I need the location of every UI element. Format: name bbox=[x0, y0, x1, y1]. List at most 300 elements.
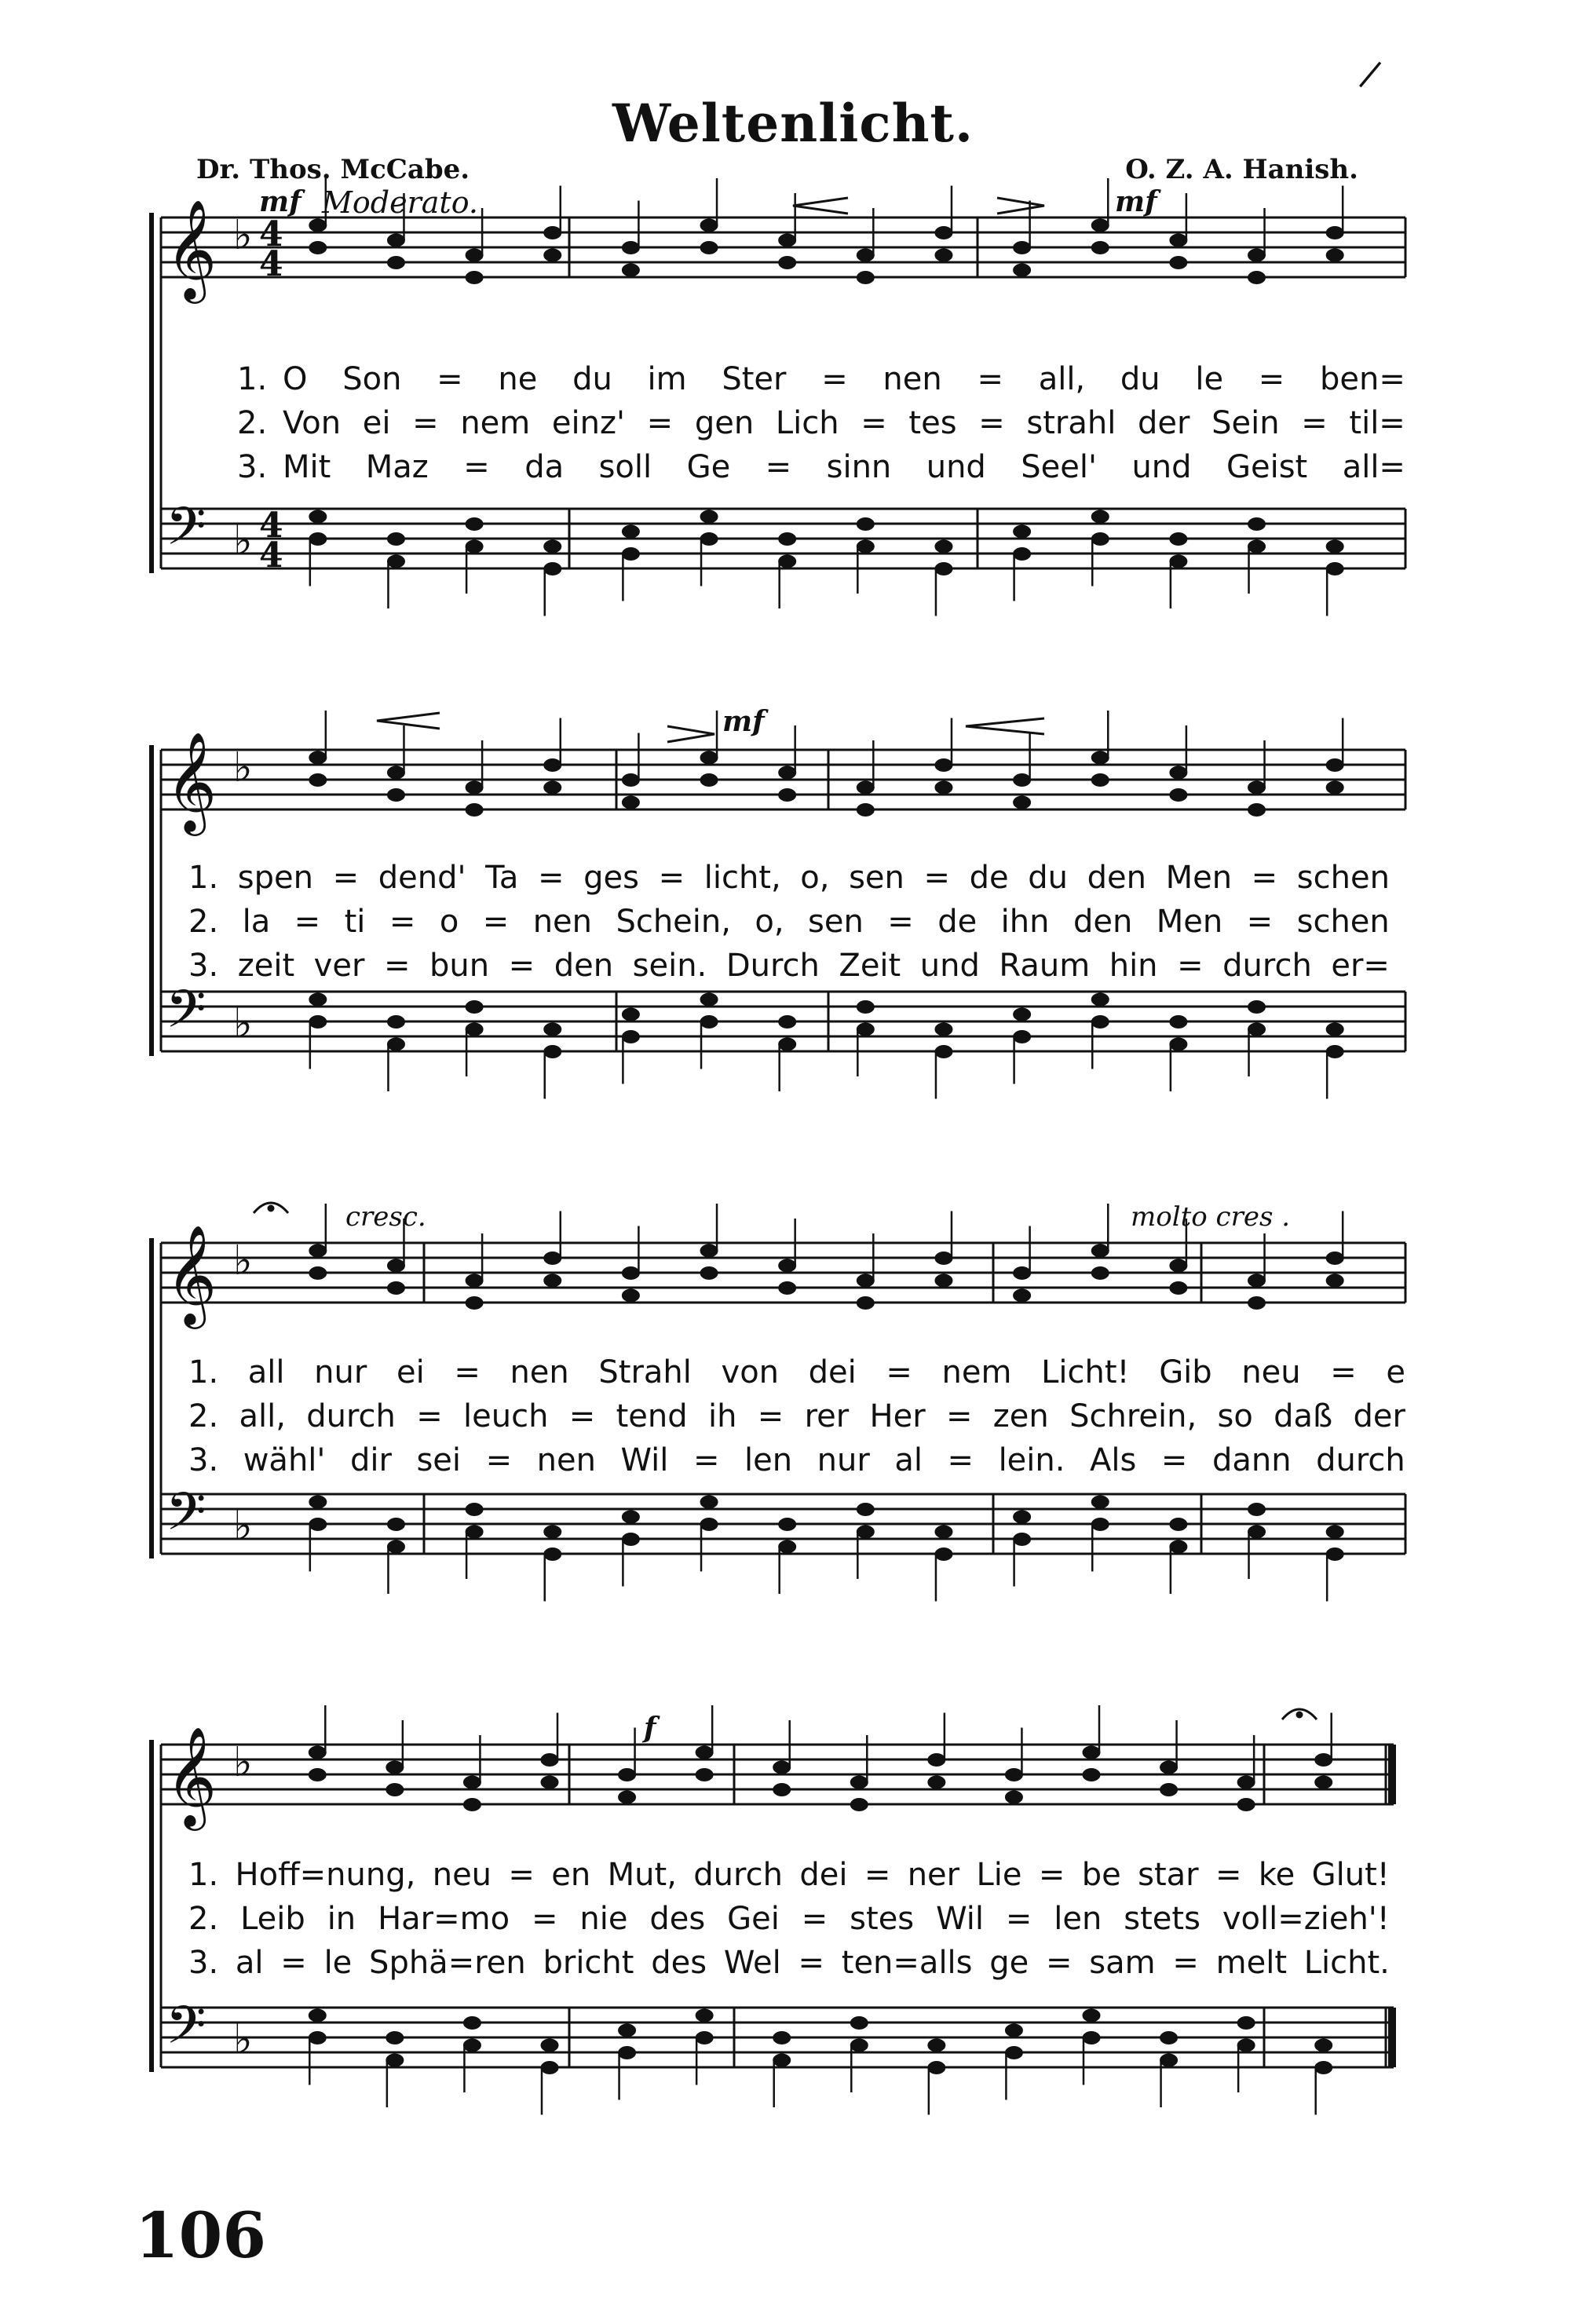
notehead bbox=[850, 1799, 868, 1811]
lyric-syllable: 1. bbox=[188, 1857, 219, 1893]
notehead bbox=[935, 1526, 952, 1538]
decrescendo-hairpin bbox=[667, 726, 714, 742]
notehead bbox=[857, 1526, 874, 1538]
lyric-syllable: Schrein, bbox=[1069, 1398, 1197, 1434]
notehead bbox=[544, 540, 561, 553]
notehead bbox=[622, 242, 639, 254]
time-signature: 4 bbox=[259, 214, 283, 254]
lyric-syllable: daß bbox=[1274, 1398, 1333, 1434]
notehead bbox=[1315, 1776, 1332, 1789]
lyric-syllable: = bbox=[416, 1398, 443, 1434]
lyric-syllable: ei bbox=[396, 1354, 425, 1390]
lyric-syllable: e bbox=[1386, 1354, 1405, 1390]
notehead bbox=[1005, 1791, 1022, 1803]
notehead bbox=[1014, 796, 1031, 809]
lyric-syllable: 2. bbox=[188, 1901, 219, 1937]
notehead bbox=[928, 2039, 945, 2052]
lyric-syllable: star bbox=[1138, 1857, 1199, 1893]
lyric-syllable: nen bbox=[883, 361, 942, 397]
notehead bbox=[1170, 1540, 1187, 1553]
lyric-syllable: neu bbox=[1241, 1354, 1301, 1390]
notehead bbox=[1170, 555, 1187, 568]
lyric-syllable: ner bbox=[907, 1857, 960, 1893]
notehead bbox=[386, 1761, 404, 1774]
notehead bbox=[700, 993, 718, 1006]
notehead bbox=[935, 540, 952, 553]
lyric-syllable: Mut, bbox=[607, 1857, 677, 1893]
lyric-syllable: = bbox=[482, 904, 510, 940]
notehead bbox=[1160, 2054, 1178, 2066]
notehead bbox=[1326, 227, 1343, 239]
notehead bbox=[928, 1776, 945, 1789]
dynamic-mf-system2: mf bbox=[722, 705, 765, 738]
lyric-syllable: = bbox=[1172, 1945, 1199, 1981]
notehead bbox=[1014, 774, 1031, 787]
notehead bbox=[1014, 1031, 1031, 1043]
notehead bbox=[1326, 1252, 1343, 1265]
notehead bbox=[1170, 1259, 1187, 1272]
lyric-syllable: ti bbox=[344, 904, 366, 940]
lyric-syllable: le bbox=[1195, 361, 1224, 397]
notehead bbox=[1248, 1504, 1266, 1516]
notehead bbox=[773, 1784, 791, 1796]
notehead bbox=[1083, 2032, 1100, 2044]
notehead bbox=[387, 789, 404, 802]
notehead bbox=[309, 242, 327, 254]
verse-number: 3. bbox=[237, 449, 268, 485]
lyric-line bbox=[188, 1897, 1390, 1941]
lyric-syllable: = bbox=[1330, 1354, 1357, 1390]
lyric-syllable: sein. bbox=[632, 948, 707, 984]
lyric-syllable: Geist bbox=[1226, 449, 1308, 485]
time-signature: 4 bbox=[259, 535, 283, 576]
lyric-syllable: stets bbox=[1124, 1901, 1200, 1937]
lyric-syllable: Ge bbox=[686, 449, 731, 485]
notehead bbox=[309, 2032, 326, 2044]
notehead bbox=[1005, 1769, 1022, 1781]
lyric-syllable: des bbox=[649, 1901, 706, 1937]
notehead bbox=[1326, 1023, 1343, 1036]
lyric-syllable: 1. bbox=[188, 860, 219, 896]
notehead bbox=[1014, 548, 1031, 561]
notehead bbox=[700, 1496, 718, 1508]
time-signature: 4 bbox=[259, 244, 283, 284]
notehead bbox=[544, 227, 561, 239]
lyric-syllable: nen bbox=[510, 1354, 569, 1390]
lyric-syllable: Ster bbox=[722, 361, 787, 397]
notehead bbox=[466, 540, 483, 553]
notehead bbox=[700, 751, 718, 764]
lyric-syllable: neu bbox=[432, 1857, 492, 1893]
fermata-dot bbox=[1296, 1712, 1303, 1718]
notehead bbox=[1326, 759, 1343, 772]
notehead bbox=[309, 2009, 326, 2022]
notehead bbox=[544, 1548, 561, 1561]
notehead bbox=[857, 1297, 874, 1310]
notehead bbox=[1326, 249, 1343, 261]
lyric-syllable: = bbox=[1177, 948, 1204, 984]
notehead bbox=[1083, 2009, 1100, 2022]
notehead bbox=[387, 766, 404, 779]
lyric-syllable: er= bbox=[1331, 948, 1390, 984]
lyric-syllable: lein. bbox=[998, 1442, 1065, 1478]
corner-mark: ❘ bbox=[1350, 50, 1394, 96]
lyric-syllable: da bbox=[524, 449, 565, 485]
lyric-syllable: Gib bbox=[1159, 1354, 1212, 1390]
lyric-syllable: ver bbox=[313, 948, 365, 984]
notehead bbox=[857, 804, 874, 817]
lyric-syllable: bricht bbox=[543, 1945, 634, 1981]
notehead bbox=[1160, 2032, 1178, 2044]
notehead bbox=[1248, 804, 1266, 817]
notehead bbox=[463, 1776, 481, 1789]
lyric-syllable: = bbox=[658, 860, 685, 896]
notehead bbox=[1014, 525, 1031, 538]
lyric-syllable: Von bbox=[283, 405, 342, 441]
lyric-syllable: = bbox=[531, 1901, 558, 1937]
composer-credit: O. Z. A. Hanish. bbox=[1125, 154, 1358, 185]
crescendo-hairpin bbox=[377, 713, 440, 729]
lyric-syllable: = bbox=[538, 860, 565, 896]
notehead bbox=[773, 2032, 791, 2044]
notehead bbox=[857, 540, 874, 553]
notehead bbox=[309, 1267, 327, 1280]
notehead bbox=[1326, 1548, 1343, 1561]
notehead bbox=[544, 1252, 561, 1265]
fermata-dot bbox=[268, 1205, 274, 1211]
lyric-syllable: = bbox=[412, 405, 439, 441]
lyricist-credit: Dr. Thos. McCabe. bbox=[196, 154, 470, 185]
flat-key-signature-icon: ♭ bbox=[233, 212, 253, 259]
lyric-syllable: = bbox=[332, 860, 360, 896]
notehead bbox=[935, 1548, 952, 1561]
lyric-syllable: ihn bbox=[1000, 904, 1050, 940]
notehead bbox=[466, 781, 483, 794]
verse-numbers-system-1 bbox=[237, 357, 267, 489]
notehead bbox=[935, 563, 952, 576]
lyric-syllable: so bbox=[1217, 1398, 1253, 1434]
notehead bbox=[387, 1540, 404, 1553]
lyric-syllable: = bbox=[280, 1945, 307, 1981]
notehead bbox=[700, 219, 718, 232]
lyric-syllable: gen bbox=[694, 405, 755, 441]
notehead bbox=[1248, 781, 1266, 794]
lyric-syllable: nem bbox=[941, 1354, 1012, 1390]
notehead bbox=[1005, 2047, 1022, 2059]
lyric-line bbox=[188, 1941, 1390, 1985]
time-signature: 4 bbox=[259, 506, 283, 546]
lyric-syllable: all= bbox=[1342, 449, 1405, 485]
notehead bbox=[619, 1791, 636, 1803]
notehead bbox=[935, 249, 952, 261]
notehead bbox=[1170, 257, 1187, 269]
notehead bbox=[1160, 1761, 1178, 1774]
lyric-syllable: Wil bbox=[936, 1901, 984, 1937]
lyric-syllable: von bbox=[721, 1354, 780, 1390]
lyric-syllable: en bbox=[551, 1857, 591, 1893]
notehead bbox=[696, 1769, 713, 1781]
notehead bbox=[463, 2017, 481, 2030]
notehead bbox=[700, 1267, 718, 1280]
lyric-syllable: Sein bbox=[1211, 405, 1280, 441]
notehead bbox=[622, 1289, 639, 1302]
lyric-line bbox=[188, 1438, 1405, 1482]
notehead bbox=[779, 555, 796, 568]
notehead bbox=[857, 1001, 874, 1014]
lyric-syllable: = bbox=[508, 1857, 535, 1893]
lyric-syllable: dend' bbox=[378, 860, 466, 896]
notehead bbox=[1315, 2039, 1332, 2052]
notehead bbox=[466, 1001, 483, 1014]
lyric-syllable: de bbox=[969, 860, 1009, 896]
notehead bbox=[779, 1518, 796, 1531]
notehead bbox=[1326, 540, 1343, 553]
lyric-syllable: = bbox=[454, 1354, 481, 1390]
notehead bbox=[309, 1496, 327, 1508]
lyric-syllable: hin bbox=[1109, 948, 1158, 984]
lyric-syllable: durch bbox=[306, 1398, 396, 1434]
lyric-syllable: spen bbox=[237, 860, 313, 896]
lyric-syllable: dei bbox=[799, 1857, 848, 1893]
dynamic-mf-start: mf bbox=[259, 185, 301, 218]
notehead bbox=[1315, 2062, 1332, 2074]
lyric-syllable: Seel' bbox=[1021, 449, 1097, 485]
treble-clef-icon: 𝄞 bbox=[166, 731, 217, 831]
final-barline bbox=[1388, 2008, 1396, 2067]
notehead bbox=[309, 1746, 326, 1759]
lyric-syllable: Sphä=ren bbox=[369, 1945, 526, 1981]
notehead bbox=[700, 242, 718, 254]
lyric-syllable: sinn bbox=[826, 449, 892, 485]
notehead bbox=[1248, 540, 1266, 553]
lyric-syllable: = bbox=[923, 860, 951, 896]
notehead bbox=[1315, 1754, 1332, 1767]
notehead bbox=[1091, 1267, 1109, 1280]
lyric-syllable: = bbox=[1215, 1857, 1242, 1893]
notehead bbox=[1091, 1244, 1109, 1257]
notehead bbox=[1248, 518, 1266, 531]
lyric-syllable: den bbox=[1073, 904, 1133, 940]
notehead bbox=[1170, 234, 1187, 247]
notehead bbox=[309, 1518, 327, 1531]
notehead bbox=[466, 1526, 483, 1538]
lyric-syllable: sen bbox=[849, 860, 904, 896]
notehead bbox=[1091, 242, 1109, 254]
notehead bbox=[387, 1038, 404, 1051]
notehead bbox=[1091, 533, 1109, 546]
notehead bbox=[386, 2054, 404, 2066]
lyric-syllable: = bbox=[1005, 1901, 1032, 1937]
notehead bbox=[387, 1282, 404, 1295]
lyric-syllable: der bbox=[1353, 1398, 1405, 1434]
notehead bbox=[309, 1769, 326, 1781]
lyrics-system-1 bbox=[236, 357, 1405, 489]
lyric-line bbox=[236, 357, 1405, 401]
notehead bbox=[619, 2024, 636, 2037]
notehead bbox=[1326, 563, 1343, 576]
lyric-syllable: = bbox=[485, 1442, 513, 1478]
lyric-syllable: = bbox=[798, 1945, 825, 1981]
lyric-syllable: schen bbox=[1296, 904, 1390, 940]
lyric-syllable: zen bbox=[992, 1398, 1049, 1434]
notehead bbox=[622, 796, 639, 809]
lyric-syllable: o, bbox=[755, 904, 784, 940]
lyric-syllable: = bbox=[437, 361, 463, 397]
crescendo-hairpin bbox=[793, 198, 848, 214]
notehead bbox=[544, 249, 561, 261]
lyric-line bbox=[188, 944, 1390, 988]
notehead bbox=[700, 1518, 718, 1531]
notehead bbox=[1237, 1799, 1255, 1811]
notehead bbox=[857, 249, 874, 261]
notehead bbox=[779, 789, 796, 802]
notehead bbox=[857, 1504, 874, 1516]
lyric-syllable: ge bbox=[989, 1945, 1029, 1981]
notehead bbox=[779, 1038, 796, 1051]
decrescendo-hairpin bbox=[997, 198, 1044, 214]
lyric-syllable: = bbox=[294, 904, 321, 940]
lyric-syllable: dann bbox=[1211, 1442, 1292, 1478]
notehead bbox=[850, 2017, 868, 2030]
lyric-syllable: len bbox=[1054, 1901, 1102, 1937]
notehead bbox=[779, 533, 796, 546]
lyric-syllable: = bbox=[463, 449, 490, 485]
lyric-syllable: al bbox=[894, 1442, 923, 1478]
lyric-syllable: = bbox=[1258, 361, 1285, 397]
notehead bbox=[466, 1023, 483, 1036]
lyric-syllable: den bbox=[554, 948, 614, 984]
lyric-syllable: = bbox=[389, 904, 416, 940]
notehead bbox=[928, 2062, 945, 2074]
notehead bbox=[622, 1031, 639, 1043]
lyric-syllable: du bbox=[1028, 860, 1068, 896]
notehead bbox=[1170, 1038, 1187, 1051]
notehead bbox=[779, 766, 796, 779]
lyric-syllable: all bbox=[247, 1354, 285, 1390]
notehead bbox=[1014, 1511, 1031, 1523]
notehead bbox=[700, 1244, 718, 1257]
notehead bbox=[700, 774, 718, 787]
lyrics-system-3 bbox=[188, 1350, 1405, 1482]
lyric-syllable: Durch bbox=[725, 948, 820, 984]
lyric-syllable: Zeit bbox=[839, 948, 901, 984]
lyric-syllable: nen bbox=[536, 1442, 596, 1478]
lyric-syllable: len bbox=[744, 1442, 793, 1478]
treble-clef-icon: 𝄞 bbox=[166, 1726, 217, 1826]
notehead bbox=[544, 759, 561, 772]
notehead bbox=[309, 993, 327, 1006]
lyric-syllable: du bbox=[1120, 361, 1160, 397]
lyric-syllable: Licht! bbox=[1041, 1354, 1130, 1390]
notehead bbox=[1326, 781, 1343, 794]
lyric-syllable: sen bbox=[808, 904, 864, 940]
lyric-syllable: zeit bbox=[237, 948, 295, 984]
lyrics-system-4 bbox=[188, 1853, 1390, 1985]
lyric-syllable: = bbox=[568, 1398, 596, 1434]
notehead bbox=[541, 2039, 558, 2052]
lyric-syllable: im bbox=[647, 361, 687, 397]
lyric-syllable: = bbox=[508, 948, 535, 984]
lyric-syllable: sam bbox=[1089, 1945, 1156, 1981]
notehead bbox=[466, 1504, 483, 1516]
lyric-syllable: Wel bbox=[723, 1945, 781, 1981]
notehead bbox=[1326, 1274, 1343, 1287]
lyric-syllable: = bbox=[861, 405, 887, 441]
notehead bbox=[622, 548, 639, 561]
notehead bbox=[935, 1046, 952, 1058]
lyric-syllable: o, bbox=[800, 860, 830, 896]
lyric-syllable: = bbox=[1046, 1945, 1073, 1981]
hymn-title: Weltenlicht. bbox=[612, 93, 974, 154]
lyric-syllable: 1. bbox=[188, 1354, 219, 1390]
lyric-syllable: Strahl bbox=[598, 1354, 692, 1390]
lyric-syllable: Als bbox=[1090, 1442, 1137, 1478]
lyric-syllable: til= bbox=[1349, 405, 1405, 441]
lyric-syllable: Men bbox=[1156, 904, 1223, 940]
lyric-syllable: und bbox=[1131, 449, 1192, 485]
notehead bbox=[619, 2047, 636, 2059]
notehead bbox=[1248, 1023, 1266, 1036]
notehead bbox=[466, 1297, 483, 1310]
notehead bbox=[1091, 1518, 1109, 1531]
notehead bbox=[1091, 751, 1109, 764]
lyric-syllable: 3. bbox=[188, 1945, 219, 1981]
notehead bbox=[935, 759, 952, 772]
notehead bbox=[779, 1016, 796, 1029]
lyric-syllable: melt bbox=[1215, 1945, 1287, 1981]
notehead bbox=[309, 510, 327, 523]
lyric-syllable: des bbox=[651, 1945, 707, 1981]
lyric-syllable: durch bbox=[693, 1857, 783, 1893]
lyric-syllable: Hoff=nung, bbox=[235, 1857, 416, 1893]
lyric-syllable: = bbox=[886, 1354, 912, 1390]
lyric-syllable: = bbox=[887, 904, 914, 940]
lyric-syllable: ne bbox=[498, 361, 538, 397]
lyric-syllable: dir bbox=[349, 1442, 392, 1478]
notehead bbox=[544, 1023, 561, 1036]
notehead bbox=[1170, 766, 1187, 779]
lyric-syllable: nen bbox=[532, 904, 592, 940]
lyric-syllable: ten=alls bbox=[841, 1945, 973, 1981]
notehead bbox=[541, 1754, 558, 1767]
lyric-syllable: 3. bbox=[188, 948, 219, 984]
lyric-syllable: nur bbox=[817, 1442, 870, 1478]
notehead bbox=[700, 510, 718, 523]
notehead bbox=[773, 2054, 791, 2066]
lyric-syllable: ges bbox=[583, 860, 639, 896]
notehead bbox=[1237, 1776, 1255, 1789]
lyric-syllable: leuch bbox=[463, 1398, 549, 1434]
dynamic-cresc: cresc. bbox=[345, 1201, 426, 1233]
notehead bbox=[387, 234, 404, 247]
notehead bbox=[622, 1533, 639, 1546]
notehead bbox=[387, 1016, 404, 1029]
notehead bbox=[1326, 1526, 1343, 1538]
crescendo-hairpin bbox=[966, 718, 1044, 734]
notehead bbox=[1170, 789, 1187, 802]
notehead bbox=[857, 1274, 874, 1287]
treble-clef-icon: 𝄞 bbox=[166, 199, 217, 299]
lyric-syllable: und bbox=[919, 948, 980, 984]
lyric-line bbox=[236, 401, 1405, 445]
lyric-syllable: und bbox=[926, 449, 986, 485]
lyric-syllable: sei bbox=[416, 1442, 462, 1478]
lyric-syllable: Gei bbox=[727, 1901, 780, 1937]
notehead bbox=[857, 781, 874, 794]
notehead bbox=[1014, 1533, 1031, 1546]
notehead bbox=[773, 1761, 791, 1774]
notehead bbox=[466, 249, 483, 261]
